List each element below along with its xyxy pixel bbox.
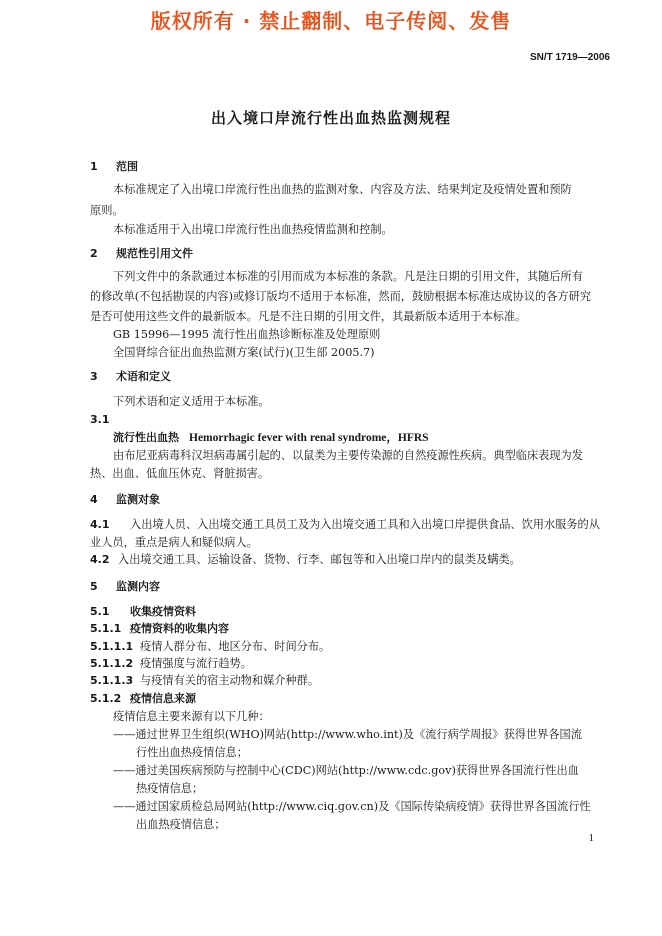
document-title: 出入境口岸流行性出血热监测规程 — [210, 109, 451, 127]
clause-line — [90, 518, 600, 532]
section-5-heading — [90, 580, 160, 594]
section-title: 范围 — [116, 160, 138, 173]
clause-text: 疫情人群分布、地区分布、时间分布。 — [140, 640, 331, 653]
bullet-item-continuation: 行性出血热疫情信息； — [136, 746, 248, 759]
copyright-watermark: 版权所有 · 禁止翻制、电子传阅、发售 — [150, 9, 512, 33]
subsection-title: 收集疫情资料 — [130, 605, 196, 618]
paragraph-line: 业人员，重点是病人和疑似病人。 — [90, 536, 258, 549]
paragraph-line: 是否可使用这些文件的最新版本。凡是不注日期的引用文件，其最新版本适用于本标准。 — [90, 310, 527, 323]
subsection-number: 5.1 — [90, 605, 110, 618]
term-english: Hemorrhagic fever with renal syndrome，HFRS — [189, 432, 429, 444]
subsection-5-1-1-heading — [90, 622, 229, 636]
section-3-heading — [90, 370, 171, 384]
subsection-number: 5.1.2 — [90, 692, 122, 705]
subsection-5-1-2-heading — [90, 692, 196, 706]
section-number: 2 — [90, 247, 98, 260]
clause-line — [90, 657, 252, 671]
paragraph-line: 的修改单(不包括勘误的内容)或修订版均不适用于本标准，然而，鼓励根据本标准达成协议的各方研究 — [90, 290, 591, 303]
subsection-title: 疫情信息来源 — [130, 692, 196, 705]
bullet-item-continuation: 热疫情信息； — [136, 782, 204, 795]
subsection-5-1-heading — [90, 605, 196, 619]
clause-line — [90, 640, 330, 654]
page-number: 1 — [588, 832, 594, 844]
paragraph-line: 下列术语和定义适用于本标准。 — [113, 395, 270, 408]
section-title: 术语和定义 — [116, 370, 171, 383]
definition-line: 由布尼亚病毒科汉坦病毒属引起的、以鼠类为主要传染源的自然疫源性疾病。典型临床表现为发 — [113, 449, 583, 462]
clause-number: 4.1 — [90, 518, 110, 531]
subsection-title: 疫情资料的收集内容 — [130, 622, 229, 635]
definition-line: 热、出血、低血压休克、肾脏损害。 — [90, 467, 270, 480]
clause-line — [90, 674, 319, 688]
section-number: 4 — [90, 493, 98, 506]
normative-reference: 全国肾综合征出血热监测方案(试行)(卫生部 2005.7) — [113, 346, 375, 359]
section-title: 规范性引用文件 — [116, 247, 193, 260]
section-number: 1 — [90, 160, 98, 173]
paragraph-line: 原则。 — [90, 204, 124, 217]
normative-reference: GB 15996—1995 流行性出血热诊断标准及处理原则 — [113, 328, 381, 341]
clause-text: 入出境人员、入出境交通工具员工及为入出境交通工具和入出境口岸提供食品、饮用水服务的从 — [130, 518, 600, 531]
section-4-heading — [90, 493, 160, 507]
section-number: 3 — [90, 370, 98, 383]
section-title: 监测对象 — [116, 493, 160, 506]
clause-text: 与疫情有关的宿主动物和媒介种群。 — [140, 674, 320, 687]
section-number: 5 — [90, 580, 98, 593]
standard-code: SN/T 1719—2006 — [529, 52, 610, 63]
term-chinese: 流行性出血热 — [113, 431, 179, 444]
section-1-heading — [90, 160, 138, 174]
bullet-item: ——通过国家质检总局网站(http://www.ciq.gov.cn)及《国际传染病疫情》获得世界各国流行性 — [113, 800, 591, 813]
paragraph-line: 本标准规定了入出境口岸流行性出血热的监测对象、内容及方法、结果判定及疫情处置和预防 — [113, 183, 572, 196]
clause-number: 5.1.1.1 — [90, 640, 134, 653]
clause-number: 5.1.1.3 — [90, 674, 134, 687]
clause-line — [90, 553, 521, 567]
subsection-number: 3.1 — [90, 413, 110, 426]
section-title: 监测内容 — [116, 580, 160, 593]
clause-text: 入出境交通工具、运输设备、货物、行李、邮包等和入出境口岸内的鼠类及螨类。 — [118, 553, 521, 566]
bullet-item-continuation: 出血热疫情信息； — [136, 818, 226, 831]
paragraph-line: 下列文件中的条款通过本标准的引用而成为本标准的条款。凡是注日期的引用文件，其随后所有 — [113, 270, 583, 283]
clause-number: 5.1.1.2 — [90, 657, 134, 670]
term-entry — [113, 431, 429, 445]
section-2-heading — [90, 247, 193, 261]
paragraph-line: 本标准适用于入出境口岸流行性出血热疫情监测和控制。 — [113, 223, 393, 236]
paragraph-line: 疫情信息主要来源有以下几种： — [113, 710, 270, 723]
clause-number: 4.2 — [90, 553, 110, 566]
subsection-number: 5.1.1 — [90, 622, 122, 635]
bullet-item: ——通过美国疾病预防与控制中心(CDC)网站(http://www.cdc.gov)获得世界各国流行性出血 — [113, 764, 579, 777]
clause-text: 疫情强度与流行趋势。 — [140, 657, 252, 670]
bullet-item: ——通过世界卫生组织(WHO)网站(http://www.who.int)及《流行病学周报》获得世界各国流 — [113, 728, 582, 741]
